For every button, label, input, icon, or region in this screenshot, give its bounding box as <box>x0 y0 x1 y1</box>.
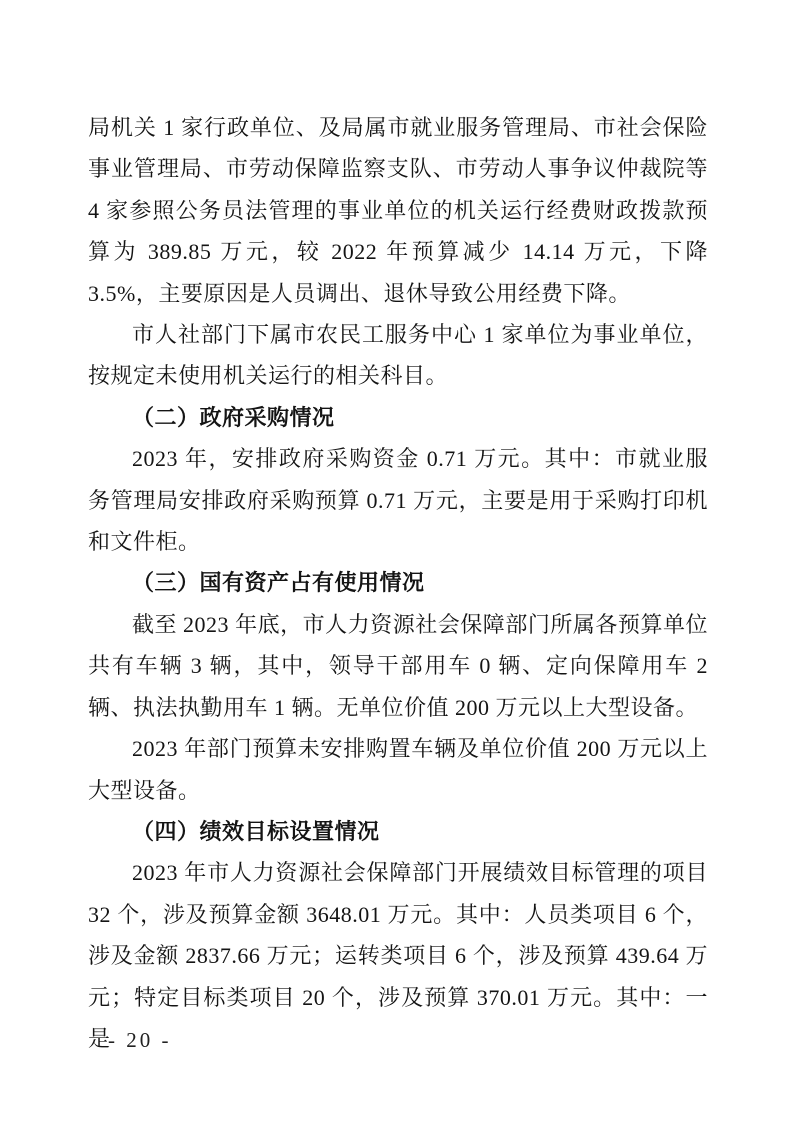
document-text-body <box>88 107 708 1059</box>
body-paragraph-continuation: 局机关 1 家行政单位、及局属市就业服务管理局、市社会保险事业管理局、市劳动保障监察支队、市劳动人事争议仲裁院等 4 家参照公务员法管理的事业单位的机关运行经费财政拨款预算为 389.85 万元，较 2022 年预算减少 14.14 万元，下降 3.5%，主要原因是人员调出、退休导致公用经费下降。 <box>88 115 708 306</box>
body-paragraph: 2023 年，安排政府采购资金 0.71 万元。其中：市就业服务管理局安排政府采购预算 0.71 万元，主要是用于采购打印机和文件柜。 <box>88 446 708 555</box>
body-paragraph: 市人社部门下属市农民工服务中心 1 家单位为事业单位，按规定未使用机关运行的相关科目。 <box>88 322 708 389</box>
section-heading-state-assets: （三）国有资产占有使用情况 <box>132 570 425 596</box>
body-paragraph: 截至 2023 年底，市人力资源社会保障部门所属各预算单位共有车辆 3 辆，其中，领导干部用车 0 辆、定向保障用车 2 辆、执法执勤用车 1 辆。无单位价值 200 万元以上大型设备。 <box>88 611 708 720</box>
section-heading-government-procurement: （二）政府采购情况 <box>132 404 335 430</box>
body-paragraph: 2023 年部门预算未安排购置车辆及单位价值 200 万元以上大型设备。 <box>88 736 708 803</box>
section-heading-performance-targets: （四）绩效目标设置情况 <box>132 818 380 844</box>
page-number: - 20 - <box>108 1028 172 1052</box>
body-paragraph: 2023 年市人力资源社会保障部门开展绩效目标管理的项目 32 个，涉及预算金额 3648.01 万元。其中：人员类项目 6 个，涉及金额 2837.66 万元；运转类项目 6 个，涉及预算 439.64 万元；特定目标类项目 20 个，涉及预算 370.01 万元。其中：一是 <box>88 860 708 1051</box>
